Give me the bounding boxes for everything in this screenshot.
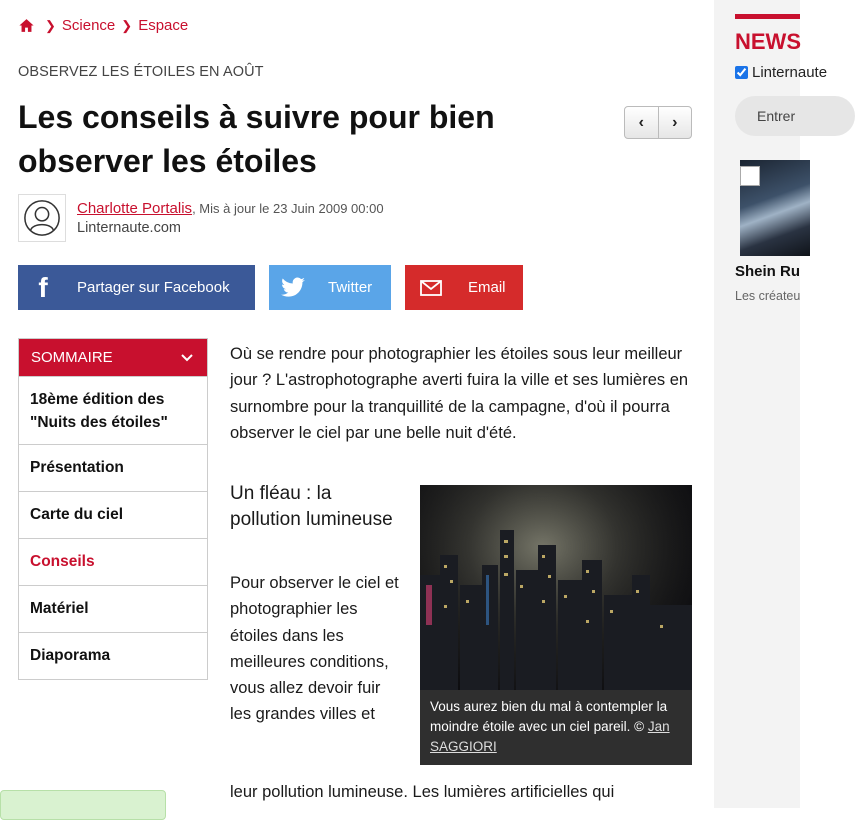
newsletter-title: NEWS [735, 29, 801, 54]
sidebar [714, 0, 828, 808]
broken-image-icon [740, 166, 760, 186]
twitter-icon [269, 265, 317, 310]
newsletter-option[interactable] [735, 64, 827, 81]
caption-credit-link[interactable]: Jan SAGGIORI [430, 719, 670, 754]
summary-item-carte-du-ciel[interactable]: Carte du ciel [19, 491, 207, 538]
newsletter-checkbox-label: Linternaute [752, 64, 828, 81]
summary-item-materiel[interactable]: Matériel [19, 585, 207, 632]
user-icon [23, 199, 61, 237]
author-block [18, 194, 384, 242]
sidebar-accent-bar [735, 14, 800, 19]
avatar [18, 194, 66, 242]
article-body-continued: leur pollution lumineuse. Les lumières artificielles qui [230, 783, 615, 801]
share-facebook-label: Partager sur Facebook [77, 279, 230, 296]
article-subheading: Un fléau : la pollution lumineuse [230, 483, 393, 530]
summary-item-presentation[interactable]: Présentation [19, 444, 207, 491]
mail-icon [405, 265, 457, 310]
summary-item-nuits-des-etoiles[interactable]: 18ème édition des "Nuits des étoiles" [19, 376, 207, 444]
chevron-right-icon: ❯ [121, 17, 133, 33]
article-photo[interactable] [420, 485, 692, 690]
article-kicker: OBSERVEZ LES ÉTOILES EN AOÛT [18, 64, 264, 80]
chevron-right-icon: ❯ [45, 17, 56, 33]
next-button[interactable]: › [672, 113, 678, 131]
chevron-down-icon [181, 354, 193, 362]
previous-button[interactable]: ‹ [625, 107, 659, 138]
breadcrumb [18, 17, 188, 34]
caption-text: Vous aurez bien du mal à contempler la moindre étoile avec un ciel pareil. © [430, 699, 668, 734]
promo-headline[interactable]: Shein Ru [735, 263, 801, 280]
author-date: , Mis à jour le 23 Juin 2009 00:00 [192, 201, 384, 216]
photo-caption [420, 690, 692, 765]
page-title: Les conseils à suivre pour bien observer les étoiles [18, 99, 495, 179]
article-pager [624, 106, 692, 139]
breadcrumb-espace[interactable]: Espace [138, 17, 189, 34]
newsletter-checkbox[interactable] [735, 66, 748, 79]
promo-subline: Les créateu [735, 289, 801, 303]
summary-menu [18, 338, 208, 680]
notification-toast[interactable] [0, 790, 166, 820]
home-icon[interactable] [18, 17, 35, 34]
author-site: Linternaute.com [77, 220, 181, 236]
summary-toggle[interactable] [19, 339, 207, 376]
article-body: Pour observer le ciel et photographier les étoiles dans les meilleures conditions, vous allez devoir fuir les grandes villes et [230, 574, 399, 724]
summary-item-diaporama[interactable]: Diaporama [19, 632, 207, 679]
newsletter-email-input[interactable]: Entrer [735, 96, 855, 136]
summary-item-conseils[interactable]: Conseils [19, 538, 207, 585]
promo-image[interactable] [740, 160, 810, 256]
facebook-icon: f [38, 271, 48, 303]
author-link[interactable]: Charlotte Portalis [77, 200, 193, 217]
share-facebook-button[interactable] [18, 265, 255, 310]
share-email-button[interactable] [405, 265, 523, 310]
summary-heading: SOMMAIRE [31, 349, 113, 366]
share-twitter-label: Twitter [328, 279, 373, 296]
breadcrumb-science[interactable]: Science [61, 17, 116, 34]
city-night-image [420, 485, 692, 690]
share-email-label: Email [468, 279, 506, 296]
article-lead: Où se rendre pour photographier les étoiles sous leur meilleur jour ? L'astrophotographe averti fuira la ville et ses lumières en surnombre pour la tranquillité de la campagne, d'où il pourra observer le ciel par une belle nuit d'été. [230, 345, 689, 442]
share-twitter-button[interactable] [269, 265, 391, 310]
